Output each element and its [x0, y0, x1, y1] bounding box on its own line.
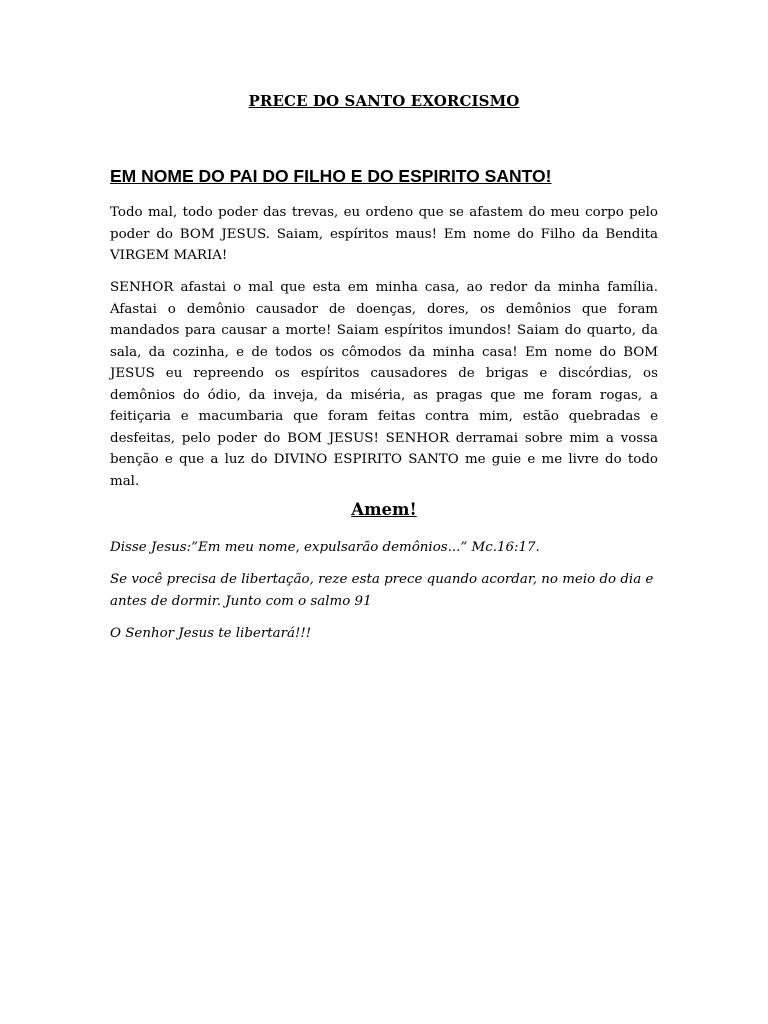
- instruction-text: Se você precisa de libertação, reze esta prece quando acordar, no meio do dia e antes de dormir. Junto com o salmo 91: [110, 572, 654, 609]
- quote-line: Disse Jesus:”Em meu nome, expulsarão demônios...” Mc.16:17.: [110, 540, 540, 555]
- paragraph-1: Todo mal, todo poder das trevas, eu ordeno que se afastem do meu corpo pelo poder do BOM JESUS. Saiam, espíritos maus! Em nome do Filho da Bendita VIRGEM MARIA!: [110, 205, 658, 263]
- document-title: PRECE DO SANTO EXORCISMO: [248, 92, 520, 110]
- amen-heading: Amem!: [351, 500, 417, 519]
- closing-line: O Senhor Jesus te libertará!!!: [110, 626, 312, 641]
- document-subtitle: EM NOME DO PAI DO FILHO E DO ESPIRITO SANTO!: [110, 166, 552, 186]
- paragraph-2: SENHOR afastai o mal que esta em minha casa, ao redor da minha família. Afastai o demônio causador de doenças, dores, os demônios que foram mandados para causar a morte! Saiam espíritos imundos! Saiam do quarto, da sala, da cozinha, e de todos os cômodos da minha casa! Em nome do BOM JESUS eu repreendo os espíritos causadores de brigas e discórdias, os demônios do ódio, da inveja, da miséria, as pragas que me foram rogas, a feitiçaria e macumbaria que foram feitas contra mim, estão quebradas e desfeitas, pelo poder do BOM JESUS! SENHOR derramai sobre mim a vossa benção e que a luz do DIVINO ESPIRITO SANTO me guie e me livre do todo mal.: [110, 280, 658, 489]
